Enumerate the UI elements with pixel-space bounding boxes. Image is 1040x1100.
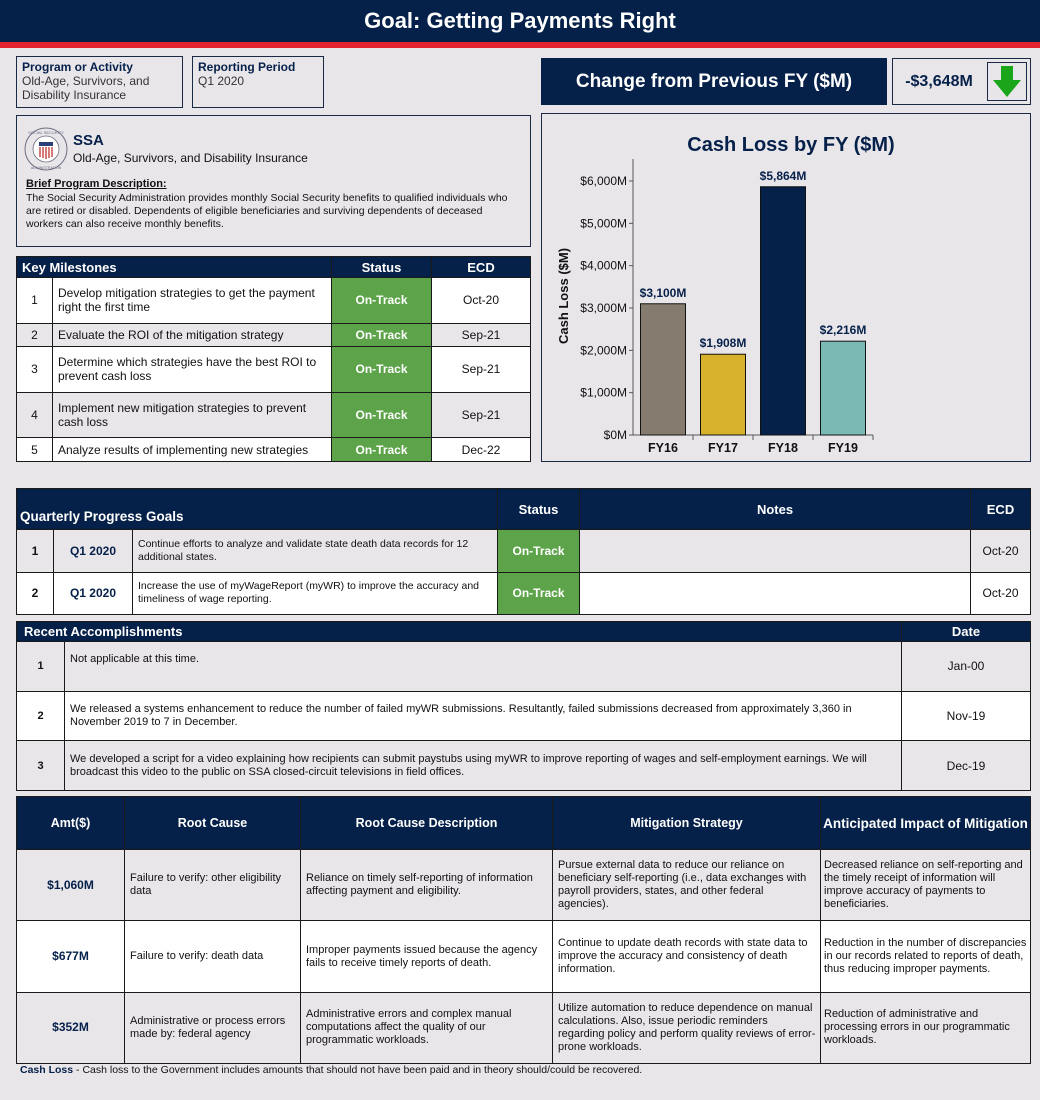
milestones-header-status: Status xyxy=(332,257,432,278)
quarterly-quarter: Q1 2020 xyxy=(54,572,133,615)
accomplishment-number: 2 xyxy=(17,691,65,741)
chart-y-tick-label: $6,000M xyxy=(580,174,627,188)
accomplishment-text: We released a systems enhancement to reduce the number of failed myWR submissions. Resultantly, failed submissions decreased from approximately 3,360 in November 2019 to 7 in December. xyxy=(65,691,902,741)
rc-cause: Failure to verify: death data xyxy=(125,921,301,992)
accomplishment-row xyxy=(17,741,1031,791)
svg-text:SOCIAL SECURITY: SOCIAL SECURITY xyxy=(28,130,64,135)
program-label: Program or Activity xyxy=(22,60,133,74)
rc-header-impact: Anticipated Impact of Mitigation xyxy=(821,797,1031,850)
chart-y-axis-label: Cash Loss ($M) xyxy=(556,247,571,345)
chart-bar-fy18 xyxy=(761,187,806,435)
chart-y-tick-label: $3,000M xyxy=(580,301,627,315)
quarterly-notes xyxy=(580,530,971,573)
description-text: The Social Security Administration provides monthly Social Security benefits to qualified individuals who are retired or disabled. Dependents of eligible beneficiaries and surviving dependents of deceased workers can also receive monthly benefits. xyxy=(26,192,508,230)
rc-mitigation: Utilize automation to reduce dependence on manual calculations. Also, issue periodic reminders regarding policy and perform quality reviews of error-prone workloads. xyxy=(553,992,821,1063)
recent-header-title: Recent Accomplishments xyxy=(17,622,902,642)
milestone-description: Determine which strategies have the best ROI to prevent cash loss xyxy=(53,347,332,393)
program-value: Old-Age, Survivors, and Disability Insurance xyxy=(22,74,150,102)
milestone-number: 1 xyxy=(17,278,53,324)
milestone-ecd: Oct-20 xyxy=(432,278,531,324)
milestone-row xyxy=(17,323,531,347)
milestone-number: 4 xyxy=(17,392,53,438)
milestone-ecd: Sep-21 xyxy=(432,323,531,347)
recent-header-date: Date xyxy=(902,622,1031,642)
accomplishment-date: Nov-19 xyxy=(902,691,1031,741)
accomplishment-text: Not applicable at this time. xyxy=(65,642,902,692)
chart-y-tick-label: $0M xyxy=(603,428,627,442)
chart-bar-fy16 xyxy=(641,304,686,435)
rc-amount: $677M xyxy=(17,921,125,992)
period-value: Q1 2020 xyxy=(198,74,245,88)
quarterly-description: Increase the use of myWageReport (myWR) to improve the accuracy and timeliness of wage reporting. xyxy=(133,572,498,615)
quarterly-header-ecd: ECD xyxy=(971,489,1031,530)
footnote-term: Cash Loss xyxy=(20,1064,74,1076)
quarterly-row xyxy=(17,572,1031,615)
chart-y-tick-label: $5,000M xyxy=(580,216,627,231)
agency-abbr: SSA xyxy=(73,132,104,149)
header-accent-line xyxy=(0,42,1040,48)
change-title: Change from Previous FY ($M) xyxy=(541,58,887,105)
chart-data-label: $1,908M xyxy=(699,336,747,351)
key-milestones-table xyxy=(16,256,531,462)
accomplishment-number: 1 xyxy=(17,642,65,692)
rc-cause: Failure to verify: other eligibility data xyxy=(125,850,301,921)
chart-x-tick-label: FY17 xyxy=(708,441,738,455)
chart-y-tick-label: $4,000M xyxy=(580,258,627,273)
footnote-text: - Cash loss to the Government includes amounts that should not have been paid and in theory should/could be recovered. xyxy=(73,1064,643,1076)
recent-accomplishments-table xyxy=(16,621,1031,791)
rc-header-description: Root Cause Description xyxy=(301,797,553,850)
quarterly-number: 1 xyxy=(17,530,54,573)
rc-impact: Reduction of administrative and processing errors in our programmatic workloads. xyxy=(821,992,1031,1063)
accomplishment-number: 3 xyxy=(17,741,65,791)
milestone-number: 3 xyxy=(17,347,53,393)
quarterly-notes xyxy=(580,572,971,615)
milestone-row xyxy=(17,347,531,393)
accomplishment-date: Jan-00 xyxy=(902,642,1031,692)
program-box xyxy=(16,56,183,108)
milestone-ecd: Sep-21 xyxy=(432,392,531,438)
quarterly-quarter: Q1 2020 xyxy=(54,530,133,573)
period-box xyxy=(192,56,324,108)
rc-description: Reliance on timely self-reporting of information affecting payment and eligibility. xyxy=(301,850,553,921)
rc-row xyxy=(17,921,1031,992)
milestone-description: Implement new mitigation strategies to prevent cash loss xyxy=(53,392,332,438)
milestone-number: 5 xyxy=(17,438,53,462)
chart-bar-fy17 xyxy=(701,354,746,435)
rc-row xyxy=(17,850,1031,921)
accomplishment-text: We developed a script for a video explaining how recipients can submit paystubs using myWR to improve reporting of wages and self-employment earnings. We will broadcast this video to the public on SSA closed-circuit televisions in field offices. xyxy=(65,741,902,791)
chart-x-tick-label: FY18 xyxy=(768,441,798,455)
quarterly-header-status: Status xyxy=(498,489,580,530)
accomplishment-row xyxy=(17,691,1031,741)
rc-impact: Reduction in the number of discrepancies in our records related to reports of death, thus reducing improper payments. xyxy=(821,921,1031,992)
milestones-header-ecd: ECD xyxy=(432,257,531,278)
chart-x-tick-label: FY16 xyxy=(648,441,678,455)
rc-amount: $1,060M xyxy=(17,850,125,921)
chart-data-label: $5,864M xyxy=(759,168,807,183)
quarterly-ecd: Oct-20 xyxy=(971,572,1031,615)
milestone-status-badge: On-Track xyxy=(332,392,432,438)
agency-program-name: Old-Age, Survivors, and Disability Insurance xyxy=(73,151,308,165)
description-title: Brief Program Description: xyxy=(26,178,167,190)
quarterly-header-notes: Notes xyxy=(580,489,971,530)
rc-header-mitigation: Mitigation Strategy xyxy=(553,797,821,850)
chart-y-tick-label: $1,000M xyxy=(580,385,627,400)
rc-description: Administrative errors and complex manual computations affect the quality of our programmatic workloads. xyxy=(301,992,553,1063)
change-value-box xyxy=(892,58,1031,105)
root-cause-table xyxy=(16,796,1031,1064)
chart-bar-fy19 xyxy=(821,341,866,435)
quarterly-status-badge: On-Track xyxy=(498,530,580,573)
rc-header-root-cause: Root Cause xyxy=(125,797,301,850)
quarterly-row xyxy=(17,530,1031,573)
quarterly-ecd: Oct-20 xyxy=(971,530,1031,573)
quarterly-description: Continue efforts to analyze and validate state death data records for 12 additional states. xyxy=(133,530,498,573)
quarterly-status-badge: On-Track xyxy=(498,572,580,615)
rc-cause: Administrative or process errors made by: federal agency xyxy=(125,992,301,1063)
milestones-header-title: Key Milestones xyxy=(17,257,332,278)
milestone-status-badge: On-Track xyxy=(332,323,432,347)
change-value: -$3,648M xyxy=(905,73,973,90)
milestone-ecd: Sep-21 xyxy=(432,347,531,393)
milestone-status-badge: On-Track xyxy=(332,347,432,393)
milestone-status-badge: On-Track xyxy=(332,438,432,462)
rc-row xyxy=(17,992,1031,1063)
cash-loss-bar-chart xyxy=(542,114,1030,461)
rc-mitigation: Pursue external data to reduce our reliance on beneficiary self-reporting (i.e., data exchanges with payroll providers, states, and other federal agencies). xyxy=(553,850,821,921)
rc-header-amount: Amt($) xyxy=(17,797,125,850)
milestone-row xyxy=(17,278,531,324)
quarterly-progress-table xyxy=(16,488,1031,615)
accomplishment-date: Dec-19 xyxy=(902,741,1031,791)
rc-mitigation: Continue to update death records with state data to improve the accuracy and consistency of death information. xyxy=(553,921,821,992)
svg-text:ADMINISTRATION: ADMINISTRATION xyxy=(30,166,62,170)
ssa-seal-icon xyxy=(23,126,69,177)
page-title: Goal: Getting Payments Right xyxy=(0,0,1040,42)
milestone-status-badge: On-Track xyxy=(332,278,432,324)
period-label: Reporting Period xyxy=(198,60,296,74)
chart-data-label: $2,216M xyxy=(819,323,867,338)
footnote xyxy=(20,1064,642,1076)
milestone-description: Develop mitigation strategies to get the payment right the first time xyxy=(53,278,332,324)
milestone-description: Evaluate the ROI of the mitigation strategy xyxy=(53,323,332,347)
chart-title: Cash Loss by FY ($M) xyxy=(687,134,895,156)
chart-x-tick-label: FY19 xyxy=(828,441,858,455)
cash-loss-chart xyxy=(541,113,1031,462)
chart-data-label: $3,100M xyxy=(639,285,687,300)
rc-impact: Decreased reliance on self-reporting and the timely receipt of information will improve accuracy of payments to beneficiaries. xyxy=(821,850,1031,921)
milestone-row xyxy=(17,392,531,438)
milestone-description: Analyze results of implementing new strategies xyxy=(53,438,332,462)
milestone-row xyxy=(17,438,531,462)
down-arrow-icon xyxy=(987,62,1027,101)
accomplishment-row xyxy=(17,642,1031,692)
quarterly-header-title: Quarterly Progress Goals xyxy=(17,489,498,530)
milestone-ecd: Dec-22 xyxy=(432,438,531,462)
rc-amount: $352M xyxy=(17,992,125,1063)
chart-y-tick-label: $2,000M xyxy=(580,343,627,358)
milestone-number: 2 xyxy=(17,323,53,347)
quarterly-number: 2 xyxy=(17,572,54,615)
program-description-box xyxy=(16,115,531,247)
rc-description: Improper payments issued because the agency fails to receive timely reports of death. xyxy=(301,921,553,992)
